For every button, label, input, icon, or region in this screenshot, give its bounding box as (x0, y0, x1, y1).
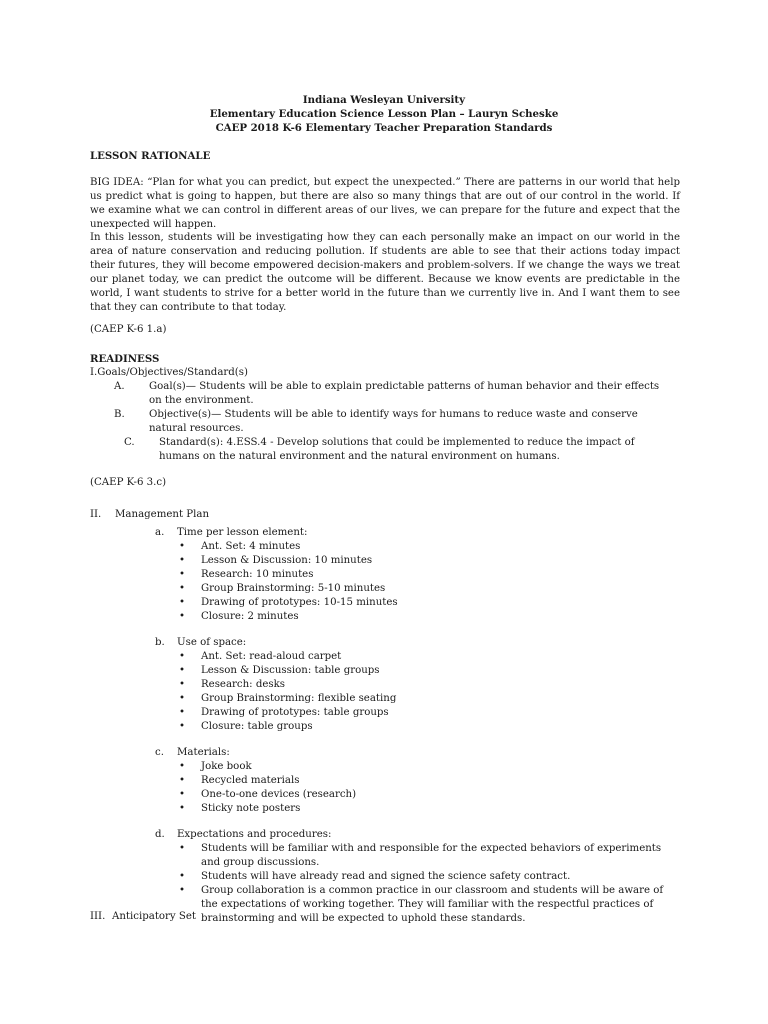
list-item: • Lesson & Discussion: 10 minutes (177, 554, 680, 568)
list-item: • Research: 10 minutes (177, 568, 680, 582)
list-item: • Students will be familiar with and responsible for the expected behaviors of experiments and group discussions. (177, 842, 680, 870)
standards-title: CAEP 2018 K-6 Elementary Teacher Preparation Standards (215, 122, 553, 134)
time-title: Time per lesson element: (177, 527, 308, 538)
space-letter: b. (155, 637, 165, 648)
readiness-heading: READINESS (90, 353, 160, 365)
list-item: • Closure: table groups (177, 720, 680, 734)
materials-bullets (177, 760, 680, 816)
goals-subheading: I.Goals/Objectives/Standard(s) (90, 367, 248, 378)
list-item: • Drawing of prototypes: table groups (177, 706, 680, 720)
big-idea-paragraph: BIG IDEA: “Plan for what you can predict, but expect the unexpected.” There are patterns in our world that help us predict what is going to happen, but there are also so many things that are out of our control in the world. If we examine what we can control in different areas of our lives, we can prepare for the future and expect that the unexpected will happen. (90, 177, 680, 230)
space-bullets (177, 650, 680, 734)
anticipatory-set-heading (90, 910, 680, 924)
materials-letter: c. (155, 747, 164, 758)
list-item: • Group Brainstorming: 5-10 minutes (177, 582, 680, 596)
management-title: Management Plan (115, 509, 210, 520)
list-item: • Ant. Set: read-aloud carpet (177, 650, 680, 664)
list-item: • Research: desks (177, 678, 680, 692)
anticipatory-title: Anticipatory Set (112, 911, 197, 922)
standard-text: Standard(s): 4.ESS.4 - Develop solutions that could be implemented to reduce the impact of humans on the natural environment and the natural environment on humans. (159, 437, 635, 462)
expectations-title: Expectations and procedures: (177, 829, 332, 840)
list-item: • Drawing of prototypes: 10-15 minutes (177, 596, 680, 610)
goal-letter: A. (114, 381, 125, 392)
goals-list (114, 380, 674, 464)
goal-item (114, 380, 674, 408)
list-item: • Ant. Set: 4 minutes (177, 540, 680, 554)
caep-reference-1: (CAEP K-6 1.a) (90, 324, 167, 335)
list-item: • Joke book (177, 760, 680, 774)
list-item: • Group collaboration is a common practice in our classroom and students will be aware of the expectations of working together. They will familiar with the respectful practices of brainstorming and will be expected to uphold these standards. (177, 884, 680, 926)
standard-item (124, 436, 674, 464)
time-section (155, 526, 680, 624)
list-item: • Lesson & Discussion: table groups (177, 664, 680, 678)
list-item: • Group Brainstorming: flexible seating (177, 692, 680, 706)
list-item: • One-to-one devices (research) (177, 788, 680, 802)
time-letter: a. (155, 527, 165, 538)
caep-reference-2: (CAEP K-6 3.c) (90, 477, 167, 488)
list-item: • Students will have already read and signed the science safety contract. (177, 870, 680, 884)
rationale-heading: LESSON RATIONALE (90, 150, 211, 162)
university-name: Indiana Wesleyan University (302, 94, 466, 106)
list-item: • Closure: 2 minutes (177, 610, 680, 624)
lesson-paragraph: In this lesson, students will be investigating how they can each personally make an impact on our world in the area of nature conservation and reducing pollution. If students are able to see that their actions today impact their futures, they will become empowered decision-makers and problem-solvers. If we change the ways we treat our planet today, we can predict the outcome will be different. Because we know events are predictable in the world, I want students to strive for a better world in the future than we currently live in. And I want them to see that they can contribute to that today. (90, 232, 680, 313)
objective-letter: B. (114, 409, 125, 420)
list-item: • Sticky note posters (177, 802, 680, 816)
anticipatory-numeral: III. (90, 911, 106, 922)
objective-text: Objective(s)— Students will be able to identify ways for humans to reduce waste and conserve natural resources. (149, 409, 638, 434)
space-section (155, 636, 680, 734)
goal-text: Goal(s)— Students will be able to explain predictable patterns of human behavior and their effects on the environment. (149, 381, 660, 406)
time-bullets (177, 540, 680, 624)
standard-letter: C. (124, 437, 135, 448)
management-sections (155, 526, 680, 926)
objective-item (114, 408, 674, 436)
management-plan-heading (90, 508, 680, 522)
expectations-letter: d. (155, 829, 165, 840)
space-title: Use of space: (177, 637, 247, 648)
materials-title: Materials: (177, 747, 230, 758)
lesson-plan-title: Elementary Education Science Lesson Plan – Lauryn Scheske (209, 108, 559, 120)
document-header (0, 93, 768, 135)
materials-section (155, 746, 680, 816)
management-numeral: II. (90, 509, 102, 520)
list-item: • Recycled materials (177, 774, 680, 788)
